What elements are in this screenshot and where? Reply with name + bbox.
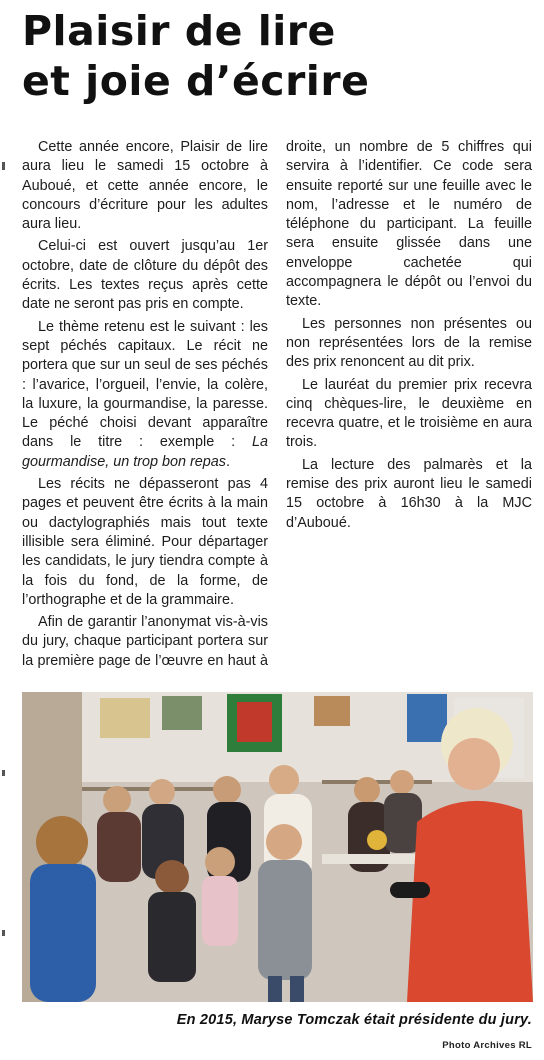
page-edge-mark [2, 930, 5, 936]
article-title [22, 6, 532, 106]
event-photo-illustration [22, 692, 533, 1002]
paragraph-7: Le lauréat du premier prix recevra cinq chèques-lire, le deuxième en recevra quatre, et le troisième en aura trois. [286, 376, 532, 451]
paragraph-1: Cette année encore, Plaisir de lire aura lieu le samedi 15 octobre à Auboué, et cette année encore, le concours d’écriture pour les adultes aura lieu. [22, 139, 268, 233]
title-line-2: et joie d’écrire [22, 57, 370, 105]
photo-credit: Photo Archives RL [442, 1040, 532, 1051]
paragraph-3-text: Le thème retenu est le suivant : les sept péchés capitaux. Le récit ne portera que sur un seul de ses péchés : l’avarice, l’orgueil, l’envie, la colère, la luxure, la gourmandise, la paresse. Le péché choisi devant apparaître dans le titre : exemple : [22, 318, 268, 451]
paragraph-5: Afin de garantir l’anonymat vis-à-vis du jury, chaque participant portera sur la première page de l’œuvre en haut à droite, un nombre de 5 chiffres qui servira à l’identifier. Ce code sera ensuite reporté sur une feuille avec le nom, l’adresse et le numéro de téléphone du participant. La feuille sera ensuite glissée dans une enveloppe cachetée qui accompagnera le dépôt ou l’envoi du texte. [22, 139, 532, 669]
title-line-1: Plaisir de lire [22, 7, 336, 55]
paragraph-3-end: . [226, 453, 230, 470]
page-edge-mark [2, 770, 5, 776]
paragraph-3 [22, 318, 268, 472]
article-body [22, 138, 532, 686]
paragraph-2: Celui-ci est ouvert jusqu’au 1er octobre, date de clôture du dépôt des écrits. Les textes reçus après cette date ne seront pas pris en compte. [22, 238, 268, 313]
paragraph-6: Les personnes non présentes ou non représentées lors de la remise des prix renoncent au dit prix. [286, 315, 532, 371]
page-edge-mark [2, 162, 5, 170]
paragraph-3-example: La gourmandise, un trop bon repas [22, 434, 268, 470]
photo-caption: En 2015, Maryse Tomczak était présidente du jury. [176, 1012, 532, 1028]
paragraph-8: La lecture des palmarès et la remise des prix auront lieu le samedi 15 octobre à 16h30 à la MJC d’Auboué. [286, 456, 532, 531]
paragraph-4: Les récits ne dépasseront pas 4 pages et peuvent être écrits à la main ou dactylographiés mais tout texte illisible sera éliminé. Pour départager les candidats, le jury tiendra compte à la fois du fond, de la forme, de l’orthographe et de la grammaire. [22, 476, 268, 608]
event-photo [22, 692, 533, 1002]
